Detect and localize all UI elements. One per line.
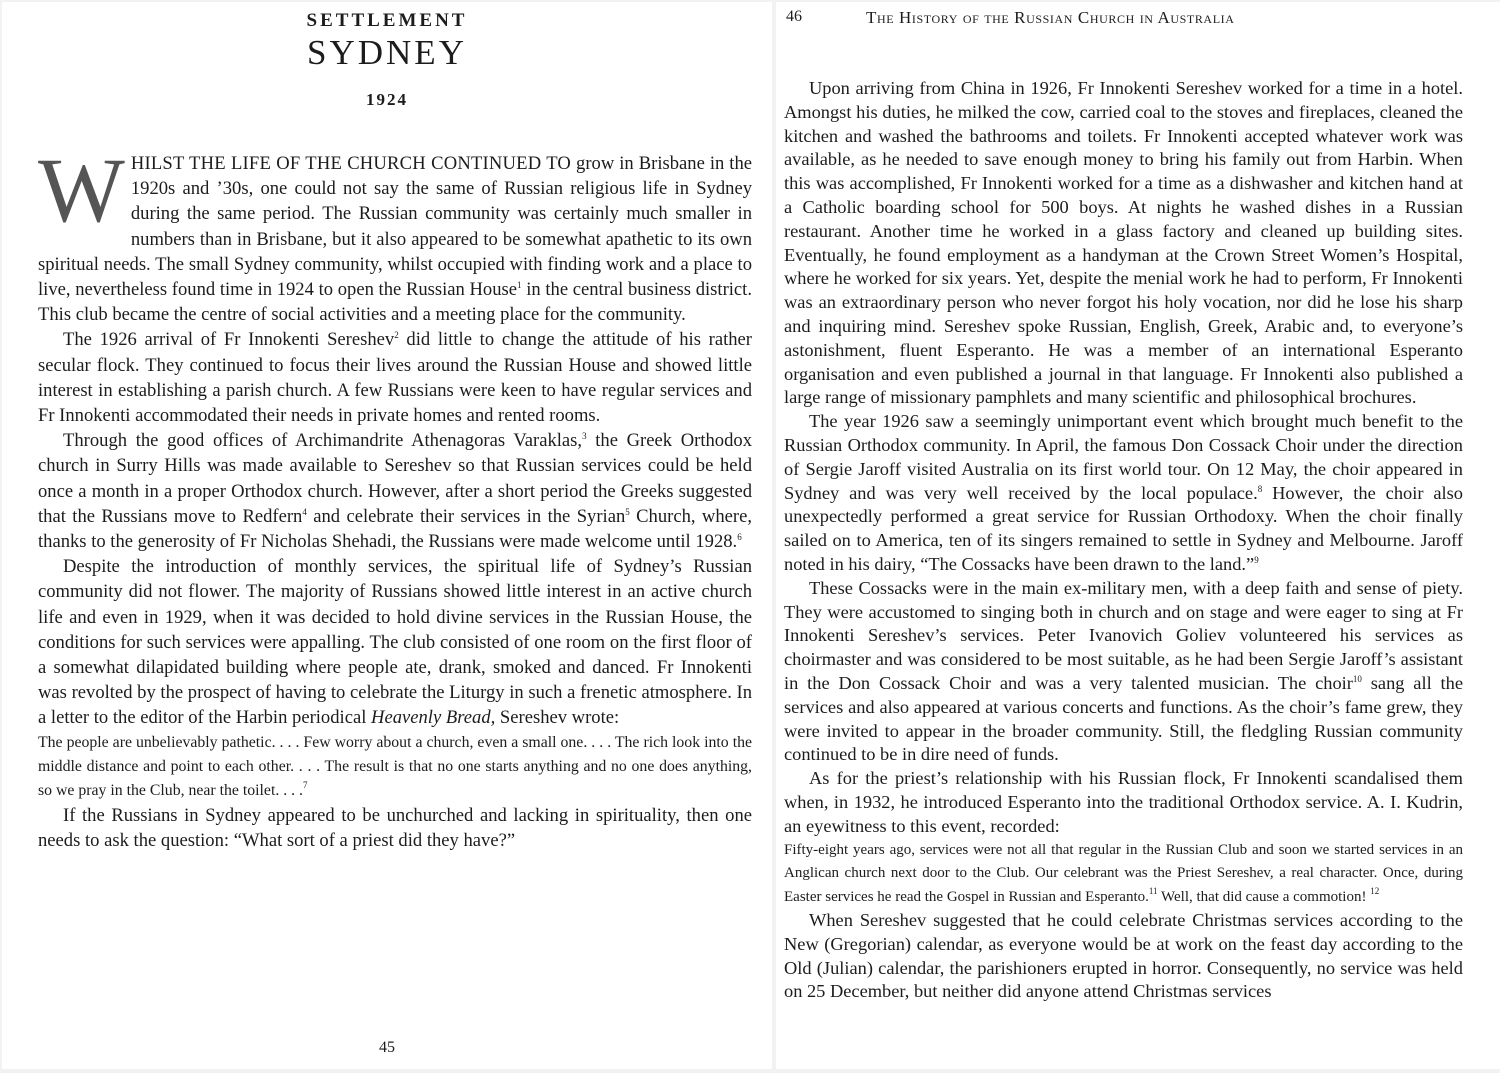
footnote-ref[interactable]: 8 bbox=[1257, 483, 1263, 494]
paragraph bbox=[38, 139, 752, 327]
footnote-ref[interactable]: 12 bbox=[1370, 885, 1380, 896]
text-run: The year 1926 saw a seemingly unimportant event which brought much benefit to the Russian Orthodox community. In April, the famous Don Cossack Choir under the direction of Sergie Jaroff visited Australia on its first world tour. On 12 May, the choir appeared in Sydney and was very well received by the local populace. bbox=[784, 411, 1463, 503]
paragraph bbox=[38, 554, 752, 730]
footnote-ref[interactable]: 11 bbox=[1148, 885, 1158, 896]
footnote-ref[interactable]: 7 bbox=[302, 779, 308, 790]
block-quote bbox=[38, 731, 752, 803]
chapter-title: SYDNEY bbox=[307, 33, 467, 72]
footnote-ref[interactable]: 10 bbox=[1352, 673, 1362, 684]
text-run: Well, that did cause a commotion! bbox=[1157, 888, 1371, 905]
footnote-ref[interactable]: 2 bbox=[394, 330, 399, 341]
paragraph: When Sereshev suggested that he could celebrate Christmas services according to the New (Gregorian) calendar, as everyone would be at work on the feast day according to the Old (Julian) calendar, the parishioners erupted in horror. Consequently, no service was held on 25 December, but neither did anyone attend Christmas services bbox=[784, 910, 1463, 1002]
footnote-ref[interactable]: 9 bbox=[1254, 554, 1259, 565]
paragraph bbox=[38, 428, 752, 554]
text-run: did little to change the attitude of his rather secular flock. They continued to focus their lives around the Russian House and showed little interest in establishing a parish church. A few Russians were keen to have regular services and Fr Innokenti accommodated their needs in private homes and rented rooms. bbox=[38, 329, 752, 427]
lead-in-caps: HILST THE LIFE OF THE CHURCH CONTINUED TO bbox=[130, 153, 572, 174]
text-run: The 1926 arrival of Fr Innokenti Sereshev bbox=[63, 329, 395, 351]
page-number: 45 bbox=[379, 1039, 395, 1056]
paragraph bbox=[38, 327, 752, 428]
page-number: 46 bbox=[786, 8, 802, 25]
paragraph: As for the priest’s relationship with his Russian flock, Fr Innokenti scandalised them when, in 1932, he introduced Esperanto into the traditional Orthodox service. A. I. Kudrin, an eyewitness to this event, recorded: bbox=[784, 768, 1463, 836]
paragraph bbox=[784, 577, 1463, 767]
periodical-title: Heavenly Bread, bbox=[371, 707, 496, 729]
text-run: However, the choir also unexpectedly performed a great service for Russian Orthodoxy. When the choir finally sailed on to America, ten of its singers remained to settle in Sydney and Melbourne. Jaroff noted in his dairy, “The Cossacks have been drawn to the land.” bbox=[784, 482, 1463, 574]
footnote-ref[interactable]: 5 bbox=[625, 506, 630, 517]
running-head-title: The History of the Russian Church in Australia bbox=[866, 8, 1235, 27]
paragraph: Upon arriving from China in 1926, Fr Innokenti Sereshev worked for a time in a hotel. Amongst his duties, he milked the cow, carried coal to the stoves and fireplaces, cleaned the kitchen and washed the bathrooms and toilets. Fr Innokenti accepted whatever work was available, as he needed to save enough money to bring his family out from Harbin. When this was accomplished, Fr Innokenti worked for a time as a dishwasher and kitchen hand at a Catholic boarding school for 500 boys. At nights he washed dishes in a Russian restaurant. Another time he worked in a glass factory and cleaned up building sites. Eventually, he found employment as a handyman at the Crown Street Women’s Hospital, where he worked for six years. Yet, despite the menial work he had to perform, Fr Innokenti was an extraordinary person who never forgot his holy vocation, nor did he lose his sharp and inquiring mind. Sereshev spoke Russian, English, Greek, Arabic and, to everyone’s astonishment, fluent Esperanto. He was a member of an international Esperanto organisation and even published a journal in that language. Fr Innokenti also published a large range of missionary pamphlets and many scientific and philosophical brochures. bbox=[784, 78, 1463, 408]
left-body-text bbox=[38, 139, 752, 853]
right-body-text bbox=[784, 77, 1463, 1004]
text-run: Church, where, thanks to the generosity of Fr Nicholas Shehadi, the Russians were made welcome until 1928. bbox=[38, 505, 752, 553]
text-run: The people are unbelievably pathetic. . . . Few worry about a church, even a small one. . . . The rich look into the middle distance and point to each other. . . . The result is that no one starts anything and no one does anything, so we pray in the Club, near the toilet. . . . bbox=[38, 733, 752, 799]
text-run: in the central business district. This club became the centre of social activities and a meeting place for the community. bbox=[38, 279, 752, 326]
text-run: Fifty-eight years ago, services were not all that regular in the Russian Club and soon we started services in an Anglican church next door to the Club. Our celebrant was the Priest Sereshev, a real character. Once, during Easter services he read the Gospel in Russian and Esperanto. bbox=[784, 841, 1463, 905]
text-run: the Greek Orthodox church in Surry Hills was made available to Sereshev so that Russian services could be held once a month in a proper Orthodox church. However, after a short period the Greeks suggested that the Russians move to Redfern bbox=[38, 430, 752, 527]
text-run: sang all the services and also appeared at various concerts and functions. As the choir’s fame grew, they were invited to appear in the broader community. Still, the fledgling Russian community continued to be in dire need of funds. bbox=[784, 672, 1463, 765]
chapter-kicker: SETTLEMENT bbox=[306, 10, 468, 31]
paragraph bbox=[784, 410, 1463, 577]
footnote-ref[interactable]: 4 bbox=[302, 506, 307, 517]
text-run: Sereshev wrote: bbox=[495, 707, 620, 729]
block-quote bbox=[784, 839, 1463, 910]
drop-cap: W bbox=[38, 139, 125, 241]
footnote-ref[interactable]: 6 bbox=[737, 532, 742, 543]
text-run: These Cossacks were in the main ex-military men, with a deep faith and sense of piety. They were accustomed to singing both in church and on stage and were eager to sing at Fr Innokenti Sereshev’s services. Peter Ivanovich Goliev volunteered his services as choirmaster and was considered to be most suitable, as he had been Sergie Jaroff’s assistant in the Don Cossack Choir and was a very talented musician. The choir bbox=[784, 577, 1463, 693]
chapter-year: 1924 bbox=[366, 90, 408, 109]
text-run: and celebrate their services in the Syrian bbox=[306, 505, 626, 527]
footnote-ref[interactable]: 1 bbox=[517, 280, 522, 291]
text-run: Through the good offices of Archimandrite Athenagoras Varaklas, bbox=[63, 430, 583, 452]
text-run: grow in Brisbane in the 1920s and ’30s, one could not say the same of Russian religious life in Sydney during the same period. The Russian community was certainly much smaller in numbers than in Brisbane, but it also appeared to be somewhat apathetic to its own spiritual needs. The small Sydney community, whilst occupied with finding work and a place to live, nevertheless found time in 1924 to open the Russian House bbox=[38, 153, 752, 301]
right-page bbox=[776, 2, 1500, 1069]
paragraph: If the Russians in Sydney appeared to be unchurched and lacking in spirituality, then one needs to ask the question: “What sort of a priest did they have?” bbox=[38, 804, 752, 851]
footnote-ref[interactable]: 3 bbox=[582, 431, 587, 442]
text-run: Despite the introduction of monthly services, the spiritual life of Sydney’s Russian community did not flower. The majority of Russians showed little interest in an active church life and even in 1929, when it was decided to hold divine services in the Russian House, the conditions for such services were appalling. The club consisted of one room on the first floor of a somewhat dilapidated building where people ate, drank, smoked and danced. Fr Innokenti was revolted by the prospect of having to celebrate the Liturgy in such a frenetic atmosphere. In a letter to the editor of the Harbin periodical bbox=[38, 556, 752, 729]
left-page bbox=[2, 2, 772, 1069]
